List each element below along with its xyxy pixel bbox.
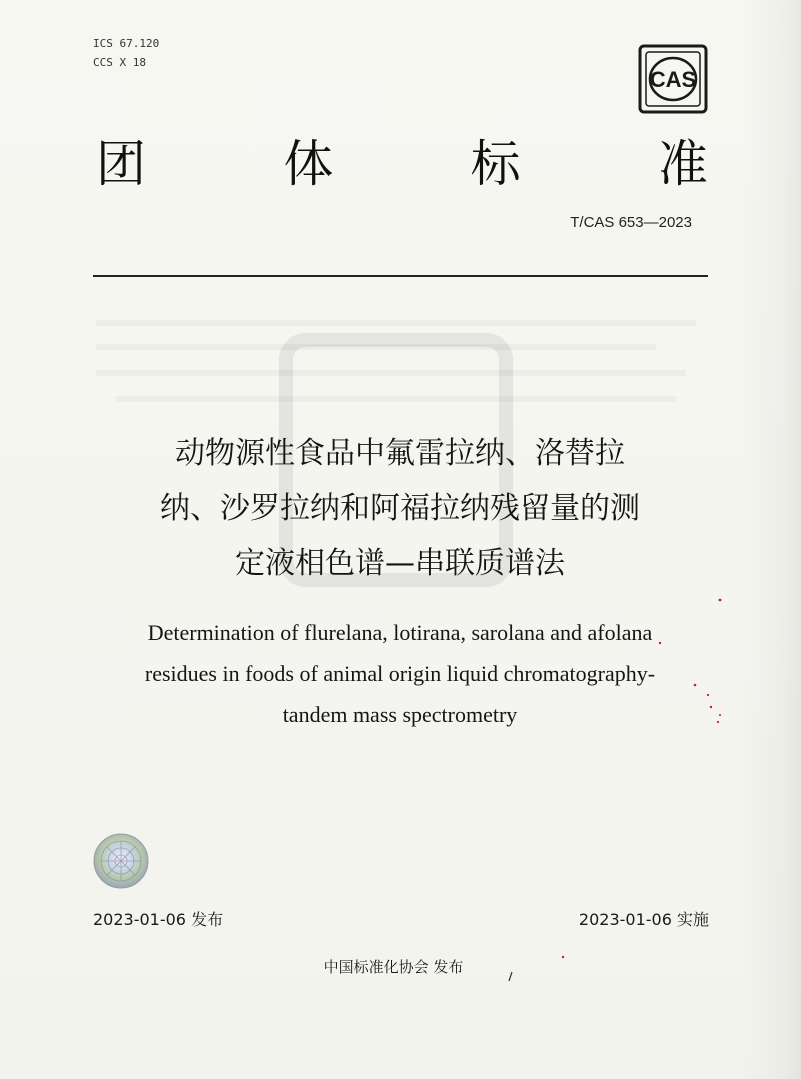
english-title-line: residues in foods of animal origin liquid chromatography- [144,661,656,686]
title-char: 标 [470,135,521,193]
publisher-line [0,956,801,977]
title-char: 团 [96,135,146,193]
english-title [60,612,740,735]
issue-date: 2023-01-06 发布 [93,910,224,929]
chinese-title-line: 定液相色谱—串联质谱法 [235,546,565,581]
ics-code: ICS 67.120 [93,37,160,50]
title-char: 体 [283,135,334,193]
page-edge-shadow [741,0,801,1079]
document-type-title [96,134,708,194]
english-title-line: tandem mass spectrometry [282,702,518,727]
chinese-title-line: 纳、沙罗拉纳和阿福拉纳残留量的测 [160,491,640,526]
classification-codes [93,34,159,72]
publisher-text: 中国标准化协会 发布 [323,958,464,976]
chinese-title [100,426,700,591]
title-char: 准 [657,135,708,193]
cas-logo-icon [637,43,709,115]
header-divider [93,275,708,277]
english-title-line: Determination of flurelana, lotirana, sarolana and afolana [147,620,653,645]
implementation-date: 2023-01-06 实施 [578,910,709,929]
logo-text: CAS [649,67,697,92]
chinese-title-line: 动物源性食品中氟雷拉纳、洛替拉 [175,436,625,471]
hologram-sticker-icon [93,833,149,889]
standard-number: T/CAS 653—2023 [570,214,692,231]
ccs-code: CCS X 18 [93,56,146,69]
